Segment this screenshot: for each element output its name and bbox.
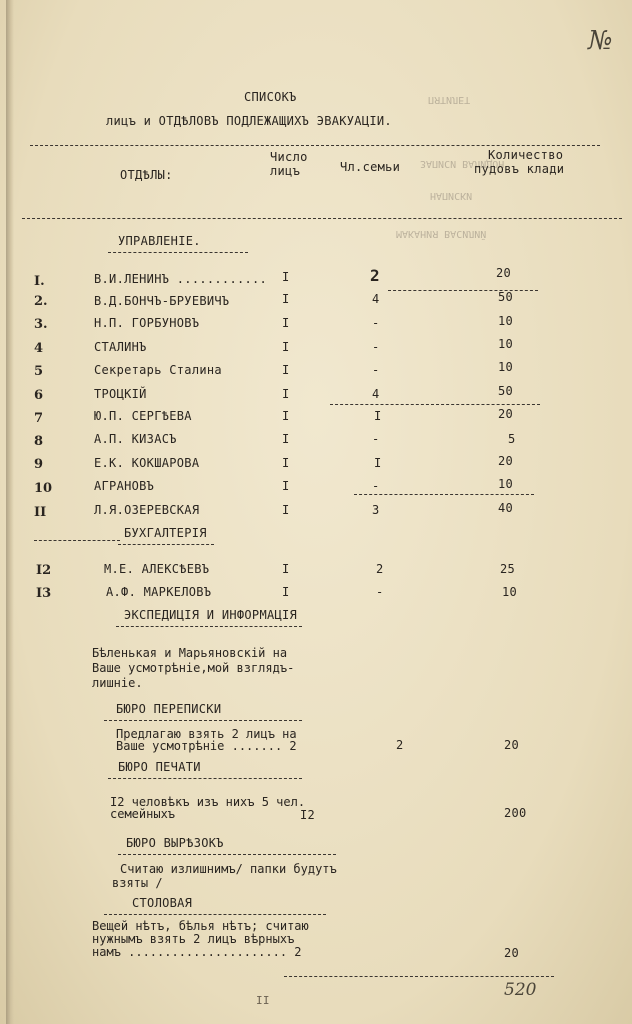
row-number: 5 <box>34 364 44 379</box>
row-weight: 40 <box>498 501 514 515</box>
handwritten-page-number: 520 <box>504 980 537 1000</box>
section-press: БЮРО ПЕЧАТИ <box>118 760 201 774</box>
row-count: I <box>282 316 290 330</box>
bleed-through-text: НАПИСКИ <box>430 190 473 201</box>
document-title: СПИСОКЪ <box>244 90 297 104</box>
handwritten-mark-top: № <box>588 26 613 56</box>
closing-rule <box>284 976 554 977</box>
column-header-departments: ОТДѢЛЫ: <box>120 168 173 182</box>
row-weight: 10 <box>498 477 514 491</box>
row-family: - <box>372 363 380 377</box>
bottom-mark: II <box>256 994 270 1007</box>
section-canteen: СТОЛОВАЯ <box>132 896 193 910</box>
canteen-weight: 20 <box>504 946 520 960</box>
row-family: 4 <box>372 387 380 401</box>
row-name: В.И.ЛЕНИНЪ ............ <box>94 272 268 286</box>
row-weight: 10 <box>498 337 514 351</box>
row-number: 2. <box>34 294 48 309</box>
row-family: 3 <box>372 503 380 517</box>
column-header-count-line2: лицъ <box>270 164 301 178</box>
note-canteen <box>92 920 309 959</box>
row-name: ТРОЦКІЙ <box>94 387 147 401</box>
note-line: семейныхъ <box>110 807 176 821</box>
row-number: 7 <box>34 411 44 426</box>
row-number: I2 <box>36 563 52 578</box>
row-name: Секретарь Сталина <box>94 363 222 377</box>
row-count: I <box>282 292 290 306</box>
row-number: II <box>34 505 47 520</box>
note-line: Предлагаю взять 2 лицъ на <box>116 727 297 741</box>
row-name: А.Ф. МАРКЕЛОВЪ <box>106 585 212 599</box>
row-weight: 50 <box>498 290 514 304</box>
row-number: 4 <box>34 341 44 356</box>
document-subtitle: лицъ и ОТДѢЛОВЪ ПОДЛЕЖАЩИХЪ ЭВАКУАЦІИ. <box>106 114 392 128</box>
section-underline <box>104 914 326 915</box>
column-header-count-line1: Число <box>270 150 308 164</box>
row-name: Л.Я.ОЗЕРЕВСКАЯ <box>94 503 200 517</box>
note-line: Ваше усмотрѣніе,мой взглядъ- <box>92 661 295 675</box>
correspondence-family: 2 <box>396 738 404 752</box>
row-rule <box>330 404 540 405</box>
row-name: В.Д.БОНЧЪ-БРУЕВИЧЪ <box>94 294 230 308</box>
row-family: I <box>374 409 382 423</box>
row-number: I3 <box>36 586 52 601</box>
section-management: УПРАВЛЕНІЕ. <box>118 234 201 248</box>
row-count: I <box>282 387 290 401</box>
section-rule <box>34 540 120 541</box>
row-number: I. <box>34 274 45 289</box>
note-line: Ваше усмотрѣніе ....... 2 <box>116 739 297 753</box>
section-accounting: БУХГАЛТЕРІЯ <box>124 526 207 540</box>
row-count: I <box>282 409 290 423</box>
row-name: М.Е. АЛЕКСѢЕВЪ <box>104 562 210 576</box>
row-weight: 10 <box>498 314 514 328</box>
note-expedition <box>92 646 294 691</box>
note-correspondence <box>116 728 297 752</box>
row-weight: 10 <box>498 360 514 374</box>
press-weight: 200 <box>504 806 527 820</box>
note-clippings <box>112 862 337 890</box>
row-count: I <box>282 432 290 446</box>
row-name: Е.К. КОКШАРОВА <box>94 456 200 470</box>
section-underline <box>118 544 214 545</box>
note-line: Считаю излишнимъ/ папки будутъ <box>120 862 337 876</box>
row-count: I <box>282 270 290 284</box>
section-underline <box>116 626 302 627</box>
row-count: I <box>282 562 290 576</box>
note-line: намъ ...................... 2 <box>92 945 302 959</box>
row-name: А.П. КИЗАСЪ <box>94 432 177 446</box>
row-number: 9 <box>34 457 44 472</box>
correspondence-weight: 20 <box>504 738 520 752</box>
bleed-through-text: ЗАПИСИ ВАЛИДОН <box>420 158 505 169</box>
note-line: лишніе. <box>92 676 143 690</box>
note-press <box>110 796 305 820</box>
row-name: Н.П. ГОРБУНОВЪ <box>94 316 200 330</box>
row-family: - <box>376 585 384 599</box>
column-header-family: Чл.семьи <box>340 160 401 174</box>
row-rule <box>388 290 538 291</box>
table-header-rule <box>22 218 622 219</box>
row-family: - <box>372 432 380 446</box>
page-binding-edge <box>6 0 14 1024</box>
row-count: I <box>282 456 290 470</box>
section-clippings: БЮРО ВЫРѢЗОКЪ <box>126 836 224 850</box>
row-name: Ю.П. СЕРГѢЕВА <box>94 409 192 423</box>
row-rule <box>354 494 534 495</box>
press-count: I2 <box>300 808 316 822</box>
row-weight: 25 <box>500 562 516 576</box>
row-weight: 10 <box>502 585 518 599</box>
section-underline <box>118 854 336 855</box>
row-weight: 20 <box>496 266 512 280</box>
section-underline <box>108 252 248 253</box>
row-count: I <box>282 340 290 354</box>
row-family: I <box>374 456 382 470</box>
row-number: 6 <box>34 388 44 403</box>
row-weight: 20 <box>498 407 514 421</box>
section-expedition: ЭКСПЕДИЦІЯ И ИНФОРМАЦІЯ <box>124 608 298 622</box>
row-count: I <box>282 503 290 517</box>
bleed-through-text: МАКАНИЯ ВАСИЛИЙ <box>396 228 487 239</box>
row-name: АГРАНОВЪ <box>94 479 155 493</box>
section-correspondence: БЮРО ПЕРЕПИСКИ <box>116 702 222 716</box>
row-number: 10 <box>34 481 53 496</box>
row-weight: 5 <box>508 432 516 446</box>
row-family: - <box>372 316 380 330</box>
row-family: 2 <box>370 266 380 285</box>
row-weight: 20 <box>498 454 514 468</box>
row-number: 3. <box>34 317 48 332</box>
section-underline <box>104 720 302 721</box>
header-rule <box>30 145 600 146</box>
row-name: СТАЛИНЪ <box>94 340 147 354</box>
note-line: Бѣленькая и Марьяновскій на <box>92 646 288 660</box>
note-line: Вещей нѣтъ, бѣлья нѣтъ; считаю <box>92 919 309 933</box>
row-count: I <box>282 363 290 377</box>
column-header-weight-line2: пудовъ клади <box>474 162 565 176</box>
row-family: 4 <box>372 292 380 306</box>
note-line: нужнымъ взять 2 лицъ вѣрныхъ <box>92 932 295 946</box>
row-count: I <box>282 585 290 599</box>
row-family: - <box>372 340 380 354</box>
row-count: I <box>282 479 290 493</box>
row-family: - <box>372 479 380 493</box>
row-weight: 50 <box>498 384 514 398</box>
note-line: I2 человѣкъ изъ нихъ 5 чел. <box>110 795 306 809</box>
bleed-through-text: ПЯТИЛЕТ <box>428 94 471 105</box>
row-family: 2 <box>376 562 384 576</box>
section-underline <box>108 778 302 779</box>
column-header-weight-line1: Количество <box>488 148 564 162</box>
row-number: 8 <box>34 434 44 449</box>
note-line: взяты / <box>112 876 163 890</box>
